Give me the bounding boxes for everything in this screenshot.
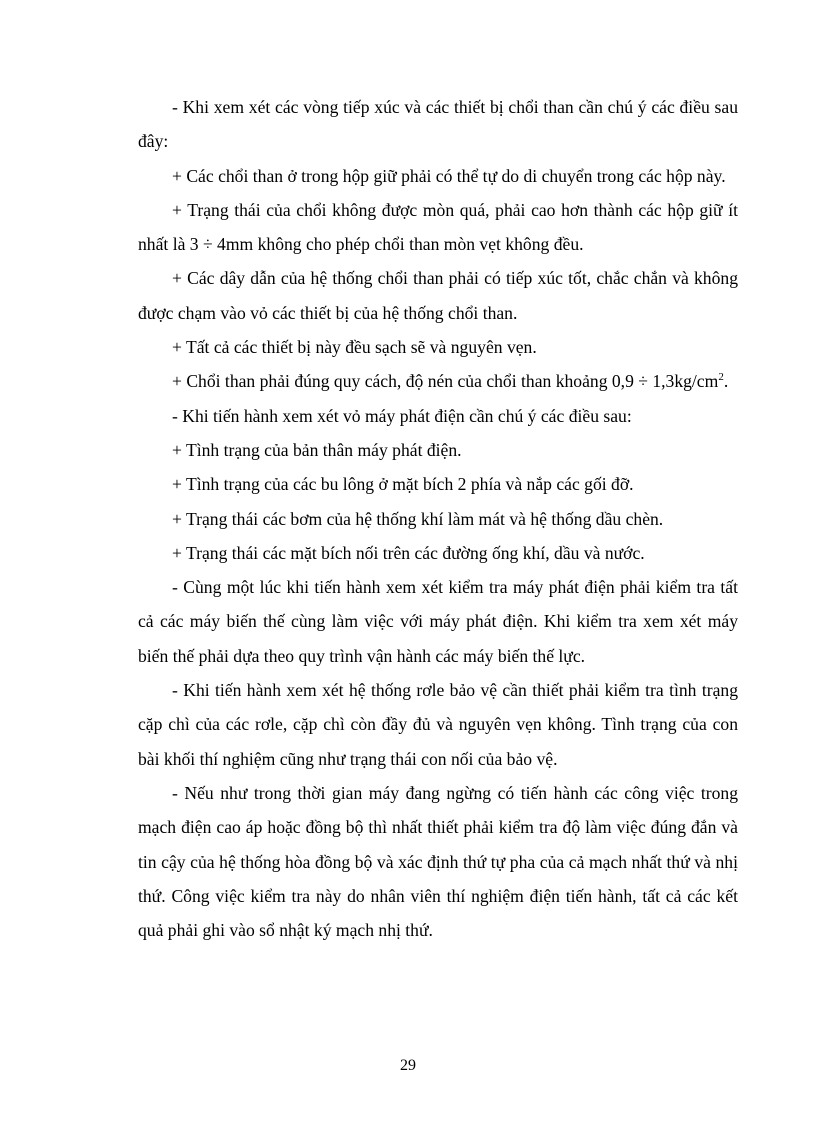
paragraph-pumps-state: + Trạng thái các bơm của hệ thống khí làm mát và hệ thống dầu chèn.: [172, 508, 664, 529]
paragraph-relay-check: - Khi tiến hành xem xét hệ thống rơle bảo vệ cần thiết phải kiểm tra tình trạng cặp chì của các rơle, cặp chì còn đầy đủ và nguyên vẹn không. Tình trạng của con bài khối thí nghiệm cũng như trạng thái con nối của bảo vệ.: [138, 680, 738, 769]
paragraph-generator-condition: + Tình trạng của bản thân máy phát điện.: [172, 439, 462, 460]
document-body: [138, 90, 738, 947]
paragraph-bolts-condition: + Tình trạng của các bu lông ở mặt bích 2 phía và nắp các gối đỡ.: [172, 474, 634, 495]
pressure-suffix: .: [723, 371, 729, 392]
pressure-text: + Chổi than phải đúng quy cách, độ nén của chổi than khoảng 0,9 ÷ 1,3kg/cm: [172, 371, 719, 392]
paragraph-intro-brushes: - Khi xem xét các vòng tiếp xúc và các thiết bị chổi than cần chú ý các điều sau đây:: [138, 97, 738, 152]
paragraph-flanges-state: + Trạng thái các mặt bích nối trên các đường ống khí, dầu và nước.: [172, 542, 645, 563]
paragraph-brush-wear: + Trạng thái của chổi không được mòn quá, phải cao hơn thành các hộp giữ ít nhất là 3 ÷ 4mm không cho phép chổi than mòn vẹt không đều.: [138, 199, 738, 255]
paragraph-transformer-check: - Cùng một lúc khi tiến hành xem xét kiểm tra máy phát điện phải kiểm tra tất cả các máy biến thế cùng làm việc với máy phát điện. Khi kiểm tra xem xét máy biến thế phải dựa theo quy trình vận hành các máy biến thế lực.: [138, 577, 738, 666]
page-number: 29: [400, 1057, 416, 1074]
paragraph-brush-wiring: + Các dây dẫn của hệ thống chổi than phải có tiếp xúc tốt, chắc chắn và không được chạm vào vỏ các thiết bị của hệ thống chổi than.: [138, 268, 738, 323]
paragraph-brush-movement: + Các chổi than ở trong hộp giữ phải có thể tự do di chuyển trong các hộp này.: [172, 165, 726, 186]
paragraph-generator-housing: - Khi tiến hành xem xét vỏ máy phát điện cần chú ý các điều sau:: [172, 405, 632, 426]
pressure-superscript: 2: [718, 371, 724, 384]
paragraph-brush-pressure: [138, 364, 738, 398]
paragraph-equipment-clean: + Tất cả các thiết bị này đều sạch sẽ và nguyên vẹn.: [172, 337, 537, 358]
paragraph-synchronization-check: - Nếu như trong thời gian máy đang ngừng có tiến hành các công việc trong mạch điện cao áp hoặc đồng bộ thì nhất thiết phải kiểm tra độ làm việc đúng đắn và tin cậy của hệ thống hòa đồng bộ và xác định thứ tự pha của cả mạch nhất thứ và nhị thứ. Công việc kiểm tra này do nhân viên thí nghiệm điện tiến hành, tất cả các kết quả phải ghi vào sổ nhật ký mạch nhị thứ.: [138, 782, 738, 941]
